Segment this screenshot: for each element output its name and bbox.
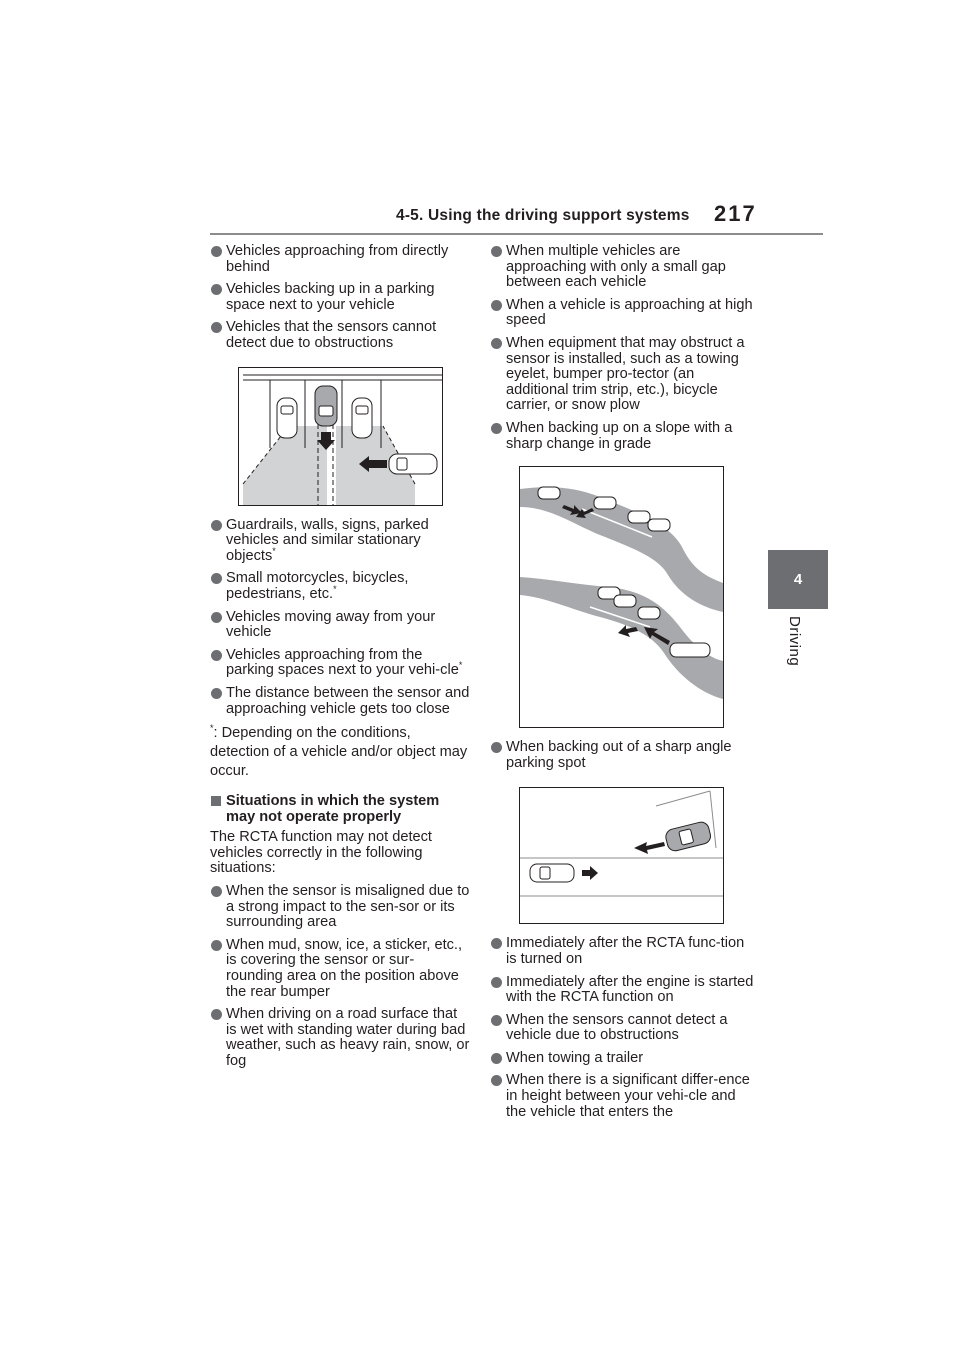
list-item: Small motorcycles, bicycles, pedestrians, etc.*: [210, 571, 470, 602]
bullet-icon: [211, 612, 222, 623]
list-item: When multiple vehicles are approaching with only a small gap between each vehicle: [490, 244, 755, 291]
bullet-icon: [211, 246, 222, 257]
list-item: When there is a significant differ-ence in height between your vehi-cle and the vehicle that enters the: [490, 1073, 755, 1120]
car-icon: [648, 519, 670, 531]
chapter-label: Driving: [786, 616, 803, 667]
bullet-icon: [491, 423, 502, 434]
section-heading: Situations in which the system may not operate properly: [210, 794, 470, 825]
bullet-icon: [211, 573, 222, 584]
car-icon: [538, 487, 560, 499]
bullet-icon: [491, 300, 502, 311]
list-item: When backing up on a slope with a sharp change in grade: [490, 421, 755, 452]
bullet-icon: [211, 1009, 222, 1020]
list-item: When mud, snow, ice, a sticker, etc., is covering the sensor or sur-rounding area on the position above the rear bumper: [210, 938, 470, 1000]
bullet-icon: [491, 338, 502, 349]
direction-arrow-icon: [582, 866, 598, 880]
parked-car-icon: [277, 398, 297, 438]
bullet-icon: [491, 938, 502, 949]
parked-car-icon: [352, 398, 372, 438]
angle-parking-illustration: [519, 787, 724, 924]
slope-grade-illustration: [519, 466, 724, 728]
list-item: Immediately after the engine is started with the RCTA function on: [490, 975, 755, 1006]
list-item: The distance between the sensor and approaching vehicle gets too close: [210, 686, 470, 717]
bullet-icon: [491, 246, 502, 257]
bullet-icon: [211, 650, 222, 661]
list-item: Vehicles approaching from the parking spaces next to your vehi-cle*: [210, 648, 470, 679]
car-icon: [614, 595, 636, 607]
page-number: 217: [714, 201, 757, 226]
car-icon: [628, 511, 650, 523]
bullet-icon: [491, 1053, 502, 1064]
section-title: 4-5. Using the driving support systems: [396, 207, 690, 224]
parking-lot-illustration: [238, 367, 443, 506]
bullet-icon: [491, 1075, 502, 1086]
intro-paragraph: The RCTA function may not detect vehicles correctly in the following situations:: [210, 829, 432, 877]
list-item: When backing out of a sharp angle parking spot: [490, 740, 755, 771]
left-column: [210, 244, 470, 1077]
list-item: When towing a trailer: [490, 1051, 755, 1067]
list-item: When driving on a road surface that is wet with standing water during bad weather, such as heavy rain, snow, or fog: [210, 1007, 470, 1069]
list-item: Guardrails, walls, signs, parked vehicles and similar stationary objects*: [210, 518, 470, 565]
car-icon: [594, 497, 616, 509]
list-item: When the sensors cannot detect a vehicle due to obstructions: [490, 1013, 755, 1044]
passing-car-icon: [530, 864, 574, 882]
approaching-car-icon: [670, 643, 710, 657]
bullet-icon: [211, 284, 222, 295]
list-item: Vehicles that the sensors cannot detect due to obstructions: [210, 320, 470, 351]
bullet-icon: [211, 520, 222, 531]
list-item: When equipment that may obstruct a sensor is installed, such as a towing eyelet, bumper pro-tector (an additional trim strip, etc.), bicycle carrier, or snow plow: [490, 336, 755, 414]
bullet-icon: [491, 742, 502, 753]
list-item: When the sensor is misaligned due to a strong impact to the sen-sor or its surrounding area: [210, 884, 470, 931]
list-item: Immediately after the RCTA func-tion is turned on: [490, 936, 755, 967]
car-icon: [638, 607, 660, 619]
square-bullet-icon: [211, 796, 221, 806]
bullet-icon: [491, 1015, 502, 1026]
approaching-car-icon: [389, 454, 437, 474]
chapter-number: 4: [793, 571, 803, 588]
list-item: Vehicles moving away from your vehicle: [210, 610, 470, 641]
right-column: [490, 244, 755, 1127]
bullet-icon: [211, 322, 222, 333]
bullet-icon: [491, 977, 502, 988]
list-item: Vehicles approaching from directly behind: [210, 244, 470, 275]
chapter-tab: [768, 550, 828, 609]
list-item: When a vehicle is approaching at high speed: [490, 298, 755, 329]
reverse-arrow-icon: [634, 842, 665, 854]
bullet-icon: [211, 940, 222, 951]
header-rule: [210, 233, 823, 235]
bullet-icon: [211, 688, 222, 699]
list-item: Vehicles backing up in a parking space next to your vehicle: [210, 282, 470, 313]
bullet-icon: [211, 886, 222, 897]
footnote: *: Depending on the conditions, detection of a vehicle and/or object may occur.: [210, 723, 468, 780]
